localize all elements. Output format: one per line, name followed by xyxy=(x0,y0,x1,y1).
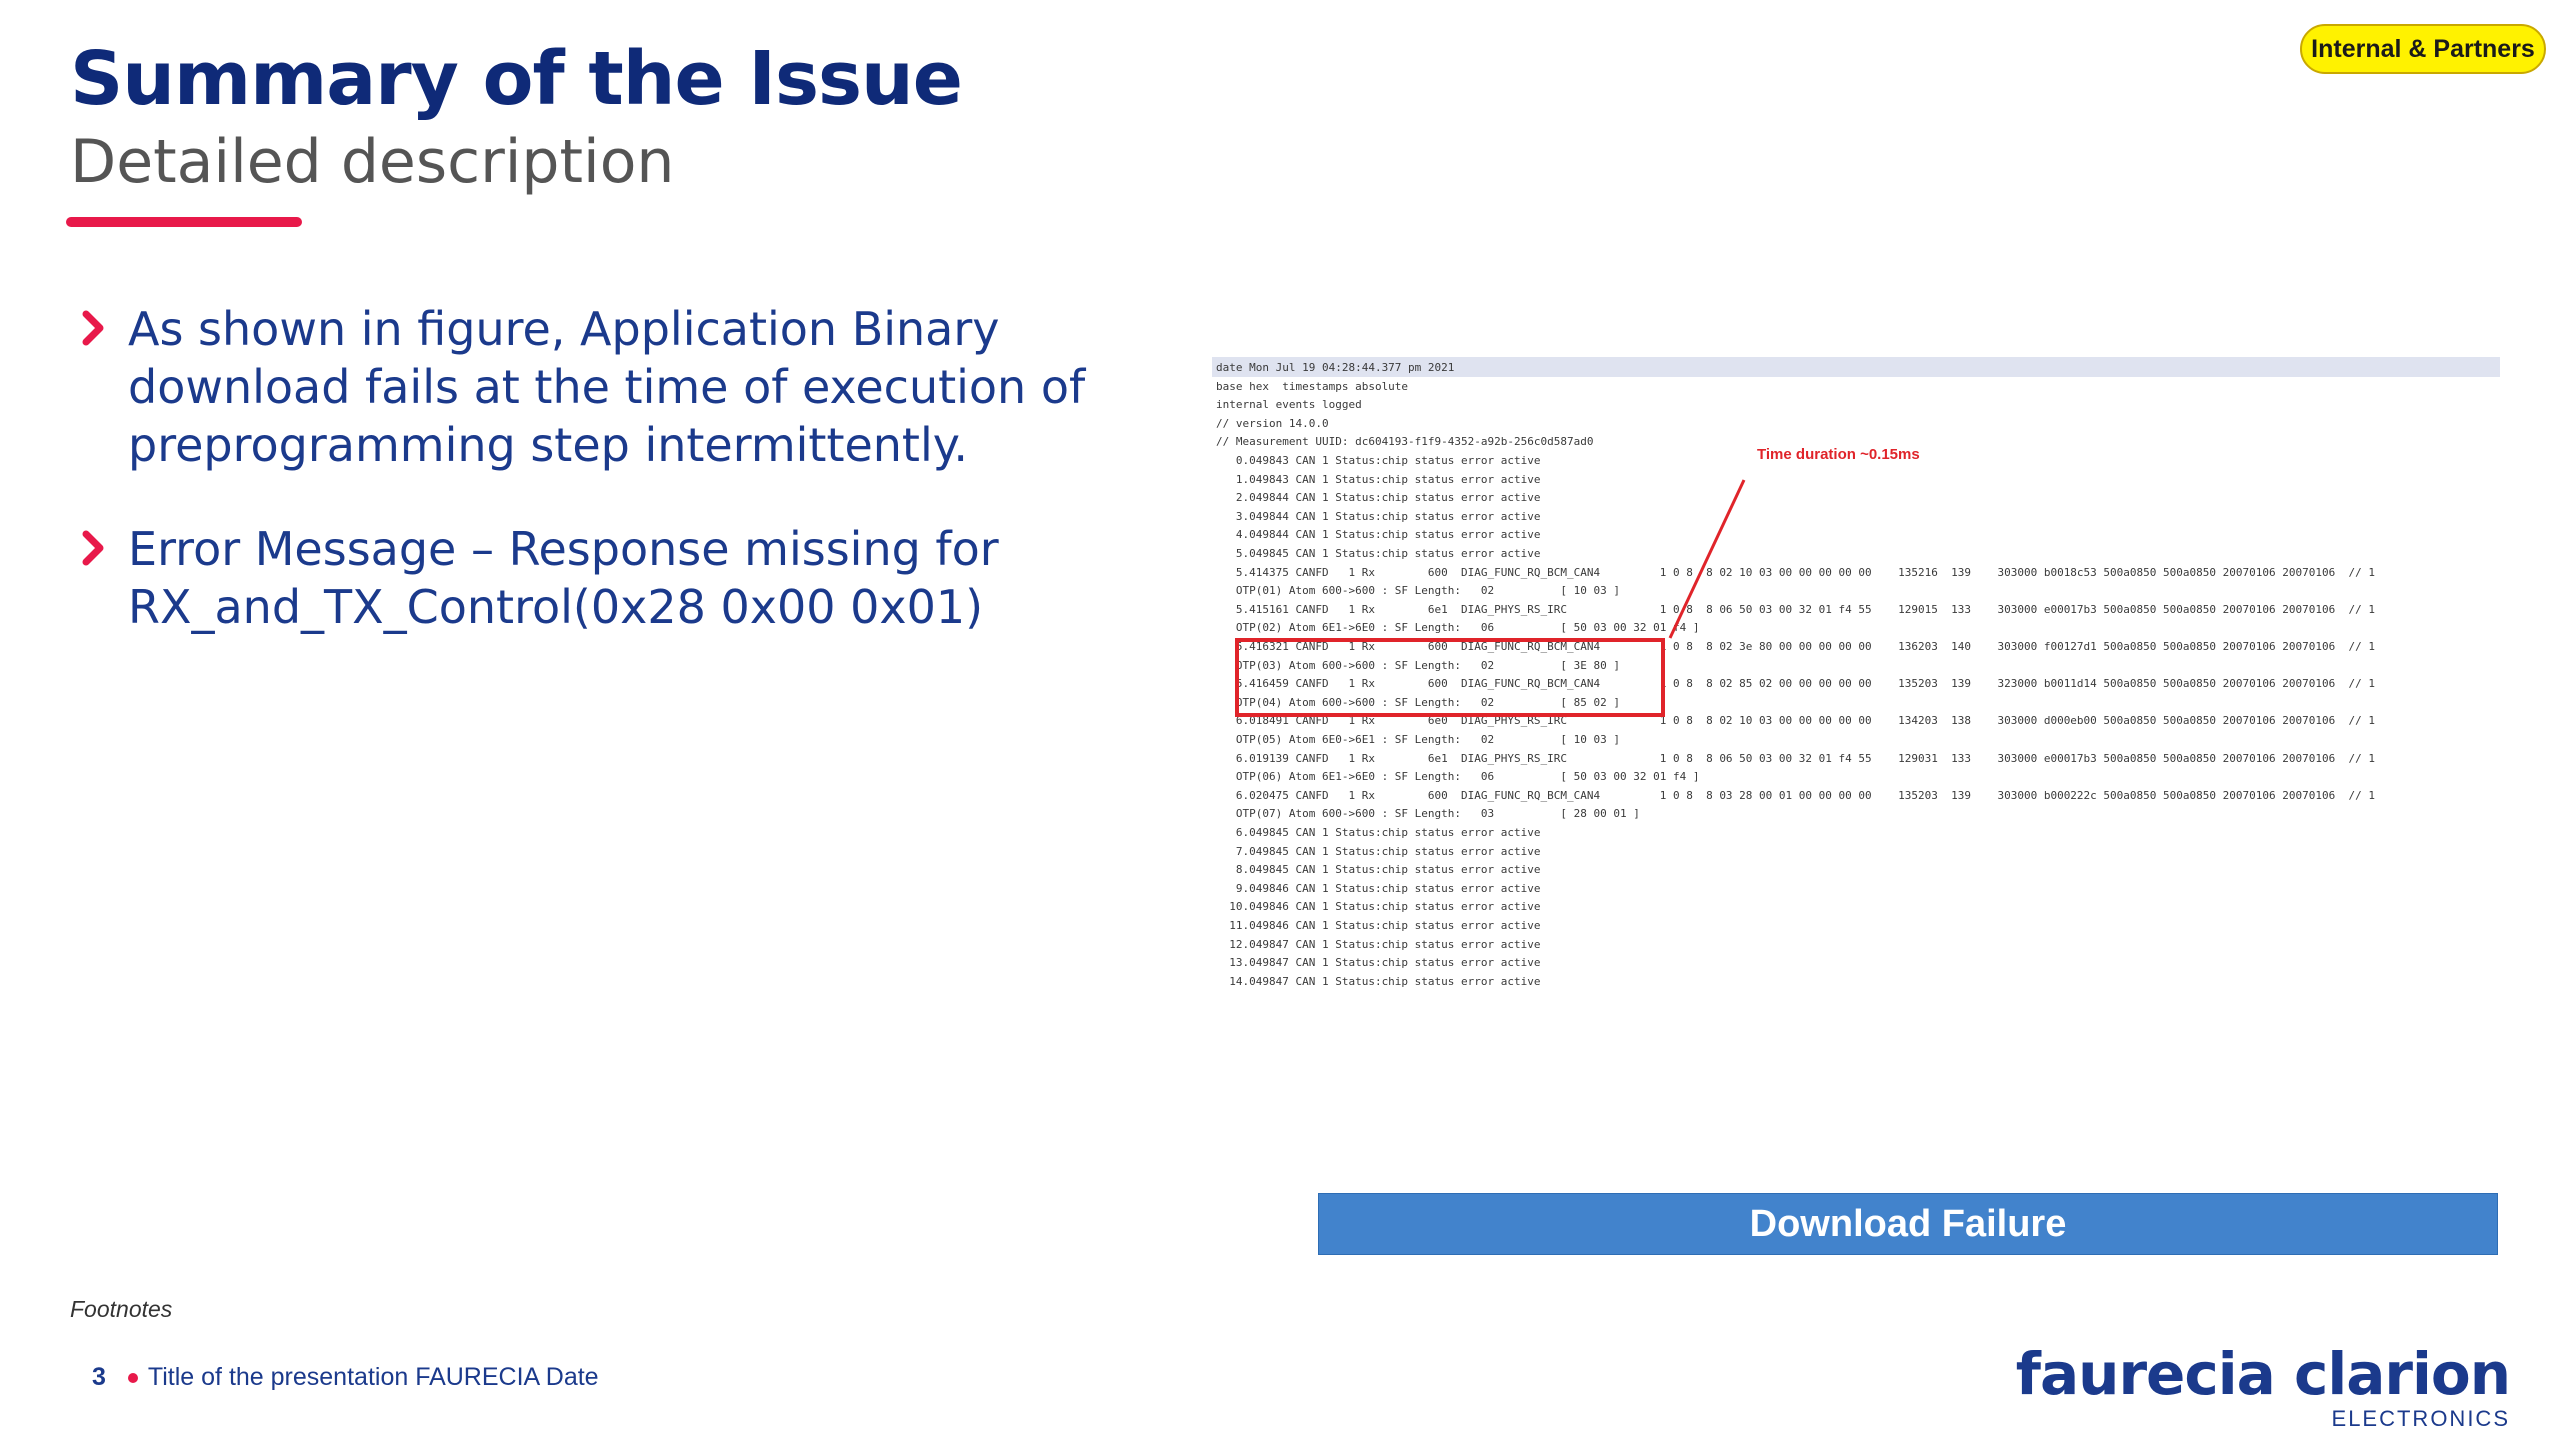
log-line: 3.049844 CAN 1 Status:chip status error active xyxy=(1216,509,1541,523)
log-line: 13.049847 CAN 1 Status:chip status error active xyxy=(1216,956,1541,970)
log-line: 5.415161 CANFD 1 Rx 6e1 DIAG_PHYS_RS_IRC 1 0 8 8 06 50 03 00 32 01 f4 55 129015 133 303000 e00017b3 500a0850 500a0850 20070106 20070106 // 1 xyxy=(1216,602,2375,616)
title-underline xyxy=(66,217,302,227)
log-line: 7.049845 CAN 1 Status:chip status error active xyxy=(1216,844,1541,858)
footer-text: Title of the presentation FAURECIA Date xyxy=(147,1363,599,1391)
log-line: OTP(02) Atom 6E1->6E0 : SF Length: 06 [ 50 03 00 32 01 f4 ] xyxy=(1216,621,1700,635)
log-line: OTP(04) Atom 600->600 : SF Length: 02 [ 85 02 ] xyxy=(1216,695,1620,709)
bullet-text: Error Message – Response missing for RX_and_TX_Control(0x28 0x00 0x01) xyxy=(128,522,999,634)
log-line: 5.416321 CANFD 1 Rx 600 DIAG_FUNC_RQ_BCM_CAN4 1 0 8 8 02 3e 80 00 00 00 00 00 136203 140 303000 f00127d1 500a0850 500a0850 20070106 20070106 // 1 xyxy=(1216,640,2375,653)
classification-badge: Internal & Partners xyxy=(2300,24,2546,74)
page-number: 3 xyxy=(92,1363,106,1391)
can-trace-log-figure xyxy=(1212,353,2500,1005)
log-line: OTP(03) Atom 600->600 : SF Length: 02 [ 3E 80 ] xyxy=(1216,658,1620,672)
log-line: 6.018491 CANFD 1 Rx 6e0 DIAG_PHYS_RS_IRC 1 0 8 8 02 10 03 00 00 00 00 00 134203 138 303000 d000eb00 500a0850 500a0850 20070106 20070106 // 1 xyxy=(1216,714,2375,728)
log-line: 5.416459 CANFD 1 Rx 600 DIAG_FUNC_RQ_BCM_CAN4 1 0 8 8 02 85 02 00 00 00 00 00 135203 139 323000 b0011d14 500a0850 500a0850 20070106 20070106 // 1 xyxy=(1216,677,2375,691)
chevron-right-icon xyxy=(80,308,108,348)
log-line: 11.049846 CAN 1 Status:chip status error active xyxy=(1216,919,1541,932)
log-line: 5.414375 CANFD 1 Rx 600 DIAG_FUNC_RQ_BCM_CAN4 1 0 8 8 02 10 03 00 00 00 00 00 135216 139 303000 b0018c53 500a0850 500a0850 20070106 20070106 // 1 xyxy=(1216,565,2375,579)
log-line: 6.020475 CANFD 1 Rx 600 DIAG_FUNC_RQ_BCM_CAN4 1 0 8 8 03 28 00 01 00 00 00 00 135203 139 303000 b000222c 500a0850 500a0850 20070106 20070106 // 1 xyxy=(1216,788,2375,802)
log-line: internal events logged xyxy=(1216,398,1362,412)
page-title: Summary of the Issue xyxy=(70,36,962,122)
footer xyxy=(92,1363,599,1392)
logo-subtext: ELECTRONICS xyxy=(2331,1406,2510,1431)
log-line: 14.049847 CAN 1 Status:chip status error active xyxy=(1216,974,1541,988)
log-line: 8.049845 CAN 1 Status:chip status error active xyxy=(1216,863,1541,877)
bullet-list xyxy=(78,300,1178,682)
log-line: OTP(06) Atom 6E1->6E0 : SF Length: 06 [ 50 03 00 32 01 f4 ] xyxy=(1216,770,1700,784)
log-line: 2.049844 CAN 1 Status:chip status error active xyxy=(1216,491,1541,505)
time-duration-annotation: Time duration ~0.15ms xyxy=(1757,446,1920,463)
bullet-dot-icon xyxy=(128,1373,138,1383)
log-line: OTP(07) Atom 600->600 : SF Length: 03 [ 28 00 01 ] xyxy=(1216,807,1640,821)
log-line: 1.049843 CAN 1 Status:chip status error active xyxy=(1216,472,1541,486)
log-line: // version 14.0.0 xyxy=(1216,416,1329,430)
log-line: // Measurement UUID: dc604193-f1f9-4352-a92b-256c0d587ad0 xyxy=(1216,435,1594,449)
log-line: 10.049846 CAN 1 Status:chip status error active xyxy=(1216,900,1541,914)
footnotes: Footnotes xyxy=(70,1296,173,1322)
bullet-text: As shown in figure, Application Binary download fails at the time of execution of preprogramming step intermittently. xyxy=(128,302,1086,472)
log-line: 0.049843 CAN 1 Status:chip status error active xyxy=(1216,454,1541,467)
bullet-item xyxy=(78,520,1178,636)
log-line: 6.049845 CAN 1 Status:chip status error active xyxy=(1216,826,1541,839)
bullet-item xyxy=(78,300,1178,474)
log-line: 12.049847 CAN 1 Status:chip status error active xyxy=(1216,937,1541,951)
log-line: OTP(01) Atom 600->600 : SF Length: 02 [ 10 03 ] xyxy=(1216,584,1620,598)
log-line: OTP(05) Atom 6E0->6E1 : SF Length: 02 [ 10 03 ] xyxy=(1216,733,1620,746)
log-line: 9.049846 CAN 1 Status:chip status error active xyxy=(1216,881,1541,895)
log-line: 5.049845 CAN 1 Status:chip status error active xyxy=(1216,547,1541,560)
company-logo xyxy=(2015,1340,2510,1431)
page-subtitle: Detailed description xyxy=(70,127,675,197)
log-line: 6.019139 CANFD 1 Rx 6e1 DIAG_PHYS_RS_IRC 1 0 8 8 06 50 03 00 32 01 f4 55 129031 133 303000 e00017b3 500a0850 500a0850 20070106 20070106 // 1 xyxy=(1216,751,2375,765)
figure-caption-bar: Download Failure xyxy=(1318,1193,2498,1255)
log-line: date Mon Jul 19 04:28:44.377 pm 2021 xyxy=(1216,361,1455,374)
log-line: base hex timestamps absolute xyxy=(1216,379,1409,393)
log-line: 4.049844 CAN 1 Status:chip status error active xyxy=(1216,528,1541,542)
chevron-right-icon xyxy=(80,528,108,568)
logo-wordmark: faurecia clarion xyxy=(2015,1340,2510,1408)
